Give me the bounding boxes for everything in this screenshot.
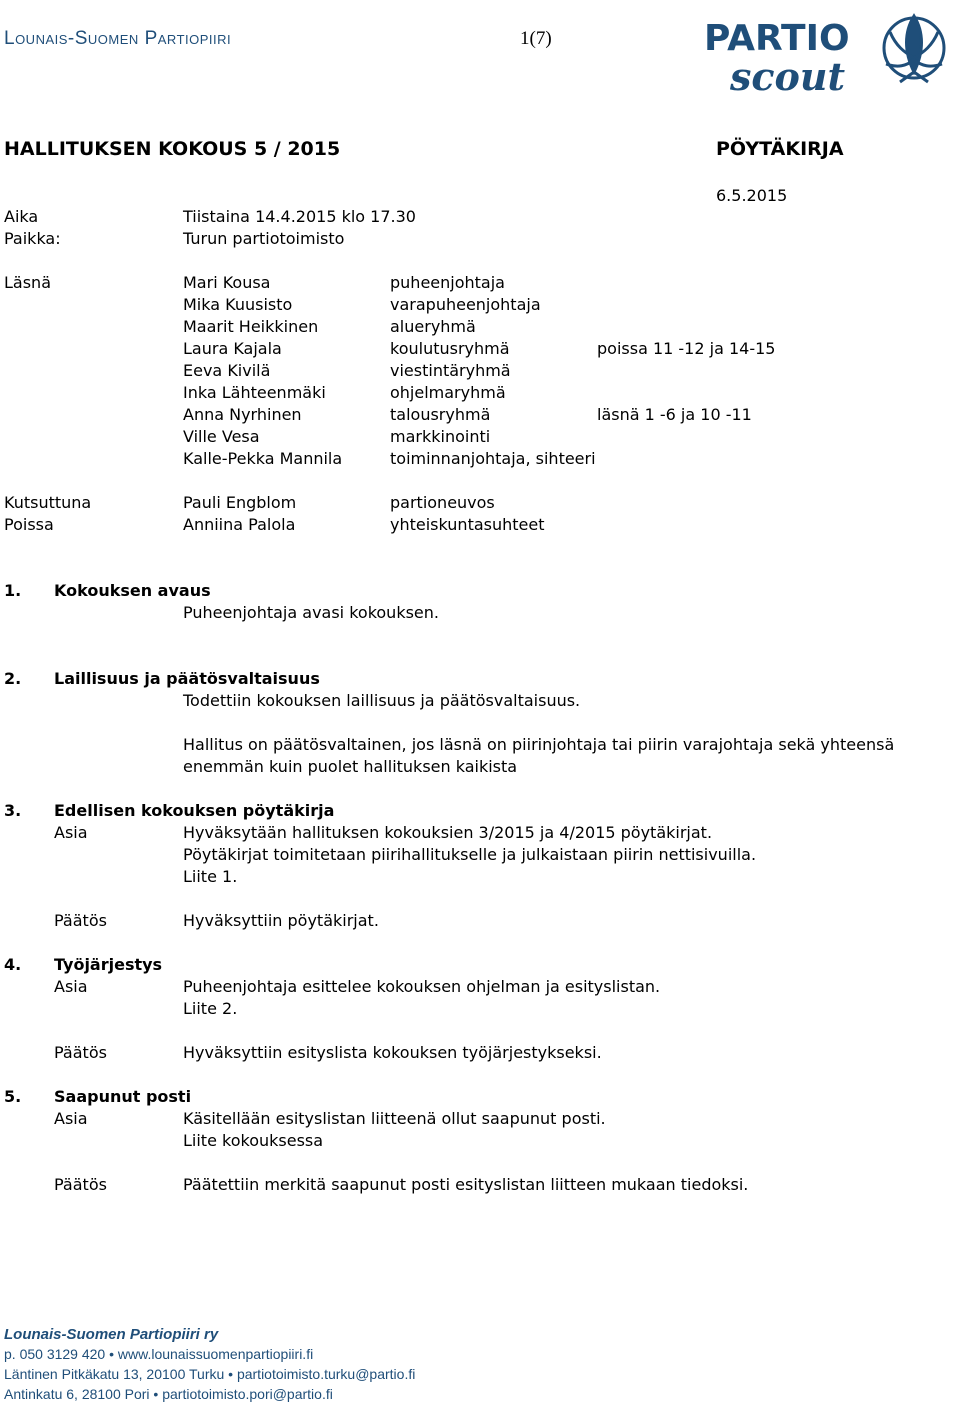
footer-address-pori: Antinkatu 6, 28100 Pori • partiotoimisto.pori@partio.fi bbox=[4, 1386, 333, 1402]
item-text: enemmän kuin puolet hallituksen kaikista bbox=[183, 757, 518, 776]
asia-text: Pöytäkirjat toimitetaan piirihallitukselle ja julkaistaan piirin nettisivuilla. bbox=[183, 845, 757, 864]
absent-label: Poissa bbox=[4, 515, 54, 534]
document-date: 6.5.2015 bbox=[716, 186, 788, 205]
asia-label: Asia bbox=[54, 977, 88, 996]
attendee-role: varapuheenjohtaja bbox=[390, 295, 541, 314]
time-value: Tiistaina 14.4.2015 klo 17.30 bbox=[183, 207, 416, 226]
footer-organization: Lounais-Suomen Partiopiiri ry bbox=[4, 1326, 219, 1343]
item-number: 1. bbox=[4, 581, 22, 600]
partio-scout-logo bbox=[700, 2, 958, 102]
time-label: Aika bbox=[4, 207, 39, 226]
item-number: 5. bbox=[4, 1087, 22, 1106]
asia-label: Asia bbox=[54, 1109, 88, 1128]
item-title: Laillisuus ja päätösvaltaisuus bbox=[54, 669, 320, 688]
asia-text: Puheenjohtaja esittelee kokouksen ohjelman ja esityslistan. bbox=[183, 977, 661, 996]
item-number: 2. bbox=[4, 669, 22, 688]
item-text: Todettiin kokouksen laillisuus ja päätösvaltaisuus. bbox=[183, 691, 581, 710]
attendee-name: Kalle-Pekka Mannila bbox=[183, 449, 343, 468]
attendee-note: poissa 11 -12 ja 14-15 bbox=[597, 339, 776, 358]
present-label: Läsnä bbox=[4, 273, 51, 292]
paatos-label: Päätös bbox=[54, 911, 107, 930]
place-value: Turun partiotoimisto bbox=[183, 229, 345, 248]
item-text: Hallitus on päätösvaltainen, jos läsnä on piirinjohtaja tai piirin varajohtaja sekä yhteensä bbox=[183, 735, 895, 754]
item-title: Saapunut posti bbox=[54, 1087, 192, 1106]
attendee-name: Inka Lähteenmäki bbox=[183, 383, 326, 402]
attendee-name: Maarit Heikkinen bbox=[183, 317, 319, 336]
attendee-name: Mari Kousa bbox=[183, 273, 271, 292]
item-title: Työjärjestys bbox=[54, 955, 163, 974]
asia-text: Liite 2. bbox=[183, 999, 238, 1018]
logo-word-scout: scout bbox=[730, 54, 846, 99]
logo-word-partio: PARTIO bbox=[704, 18, 850, 59]
attendee-name: Anna Nyrhinen bbox=[183, 405, 302, 424]
attendee-name: Laura Kajala bbox=[183, 339, 282, 358]
footer-address-turku: Läntinen Pitkäkatu 13, 20100 Turku • partiotoimisto.turku@partio.fi bbox=[4, 1366, 416, 1382]
asia-label: Asia bbox=[54, 823, 88, 842]
attendee-role: puheenjohtaja bbox=[390, 273, 505, 292]
lily-trefoil-icon bbox=[884, 16, 944, 82]
attendee-role: alueryhmä bbox=[390, 317, 476, 336]
absent-role: yhteiskuntasuhteet bbox=[390, 515, 545, 534]
asia-text: Hyväksytään hallituksen kokouksien 3/2015 ja 4/2015 pöytäkirjat. bbox=[183, 823, 713, 842]
item-title: Kokouksen avaus bbox=[54, 581, 211, 600]
invited-name: Pauli Engblom bbox=[183, 493, 297, 512]
attendee-name: Ville Vesa bbox=[183, 427, 260, 446]
asia-text: Liite 1. bbox=[183, 867, 238, 886]
paatos-text: Päätettiin merkitä saapunut posti esityslistan liitteen mukaan tiedoksi. bbox=[183, 1175, 749, 1194]
attendee-role: ohjelmaryhmä bbox=[390, 383, 506, 402]
item-title: Edellisen kokouksen pöytäkirja bbox=[54, 801, 335, 820]
attendee-name: Eeva Kivilä bbox=[183, 361, 271, 380]
attendee-role: viestintäryhmä bbox=[390, 361, 511, 380]
item-text: Puheenjohtaja avasi kokouksen. bbox=[183, 603, 439, 622]
invited-label: Kutsuttuna bbox=[4, 493, 92, 512]
organization-name: Lounais-Suomen Partiopiiri bbox=[4, 28, 232, 49]
place-label: Paikka: bbox=[4, 229, 61, 248]
item-number: 3. bbox=[4, 801, 22, 820]
attendee-role: toiminnanjohtaja, sihteeri bbox=[390, 449, 596, 468]
footer-contact-line: p. 050 3129 420 • www.lounaissuomenpartiopiiri.fi bbox=[4, 1346, 314, 1362]
asia-text: Liite kokouksessa bbox=[183, 1131, 324, 1150]
attendee-role: markkinointi bbox=[390, 427, 491, 446]
attendee-role: talousryhmä bbox=[390, 405, 491, 424]
paatos-text: Hyväksyttiin pöytäkirjat. bbox=[183, 911, 379, 930]
document-type: PÖYTÄKIRJA bbox=[716, 138, 844, 160]
attendee-name: Mika Kuusisto bbox=[183, 295, 293, 314]
asia-text: Käsitellään esityslistan liitteenä ollut saapunut posti. bbox=[183, 1109, 606, 1128]
attendee-note: läsnä 1 -6 ja 10 -11 bbox=[597, 405, 752, 424]
attendee-role: koulutusryhmä bbox=[390, 339, 510, 358]
paatos-label: Päätös bbox=[54, 1043, 107, 1062]
item-number: 4. bbox=[4, 955, 22, 974]
page-number: 1(7) bbox=[520, 28, 552, 49]
paatos-text: Hyväksyttiin esityslista kokouksen työjärjestykseksi. bbox=[183, 1043, 602, 1062]
meeting-title: HALLITUKSEN KOKOUS 5 / 2015 bbox=[4, 138, 341, 160]
absent-name: Anniina Palola bbox=[183, 515, 296, 534]
invited-role: partioneuvos bbox=[390, 493, 495, 512]
paatos-label: Päätös bbox=[54, 1175, 107, 1194]
